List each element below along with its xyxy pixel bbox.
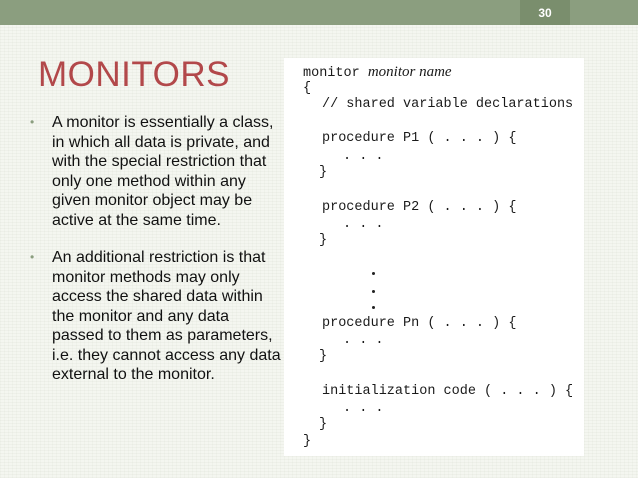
code-p2-body: . . . [343,217,384,232]
code-p2-close: } [319,233,328,248]
bullet-marker: • [30,115,35,129]
code-open-brace: { [303,81,312,96]
ellipsis-dot [372,290,375,293]
slide-number: 30 [520,0,570,25]
bullet-list [30,113,285,403]
ellipsis-dot [372,272,375,275]
bullet-text: An additional restriction is that monitor methods may only access the shared data within the monitor and any data passed to them as parameters, i.e. they cannot access any data external to the monitor. [52,249,281,383]
code-close-brace: } [303,434,312,449]
code-init-body: . . . [343,401,384,416]
bullet-item [30,113,285,230]
slide-title: MONITORS [38,55,230,94]
code-procedure-p1: procedure P1 ( . . . ) { [322,131,517,146]
code-monitor-declaration [303,64,452,81]
code-initialization: initialization code ( . . . ) { [322,384,574,399]
code-pn-close: } [319,349,328,364]
code-procedure-p2: procedure P2 ( . . . ) { [322,200,517,215]
code-procedure-pn: procedure Pn ( . . . ) { [322,316,517,331]
code-init-close: } [319,417,328,432]
code-comment: // shared variable declarations [322,97,574,112]
code-p1-body: . . . [343,149,384,164]
code-p1-close: } [319,165,328,180]
bullet-text: A monitor is essentially a class, in which all data is private, and with the special restriction that only one method within any given monitor object may be active at the same time. [52,114,274,229]
code-monitor-name: monitor name [367,64,452,80]
bullet-marker: • [30,250,35,264]
code-keyword: monitor [303,66,360,81]
ellipsis-dot [372,306,375,309]
bullet-item [30,248,285,385]
code-pn-body: . . . [343,333,384,348]
